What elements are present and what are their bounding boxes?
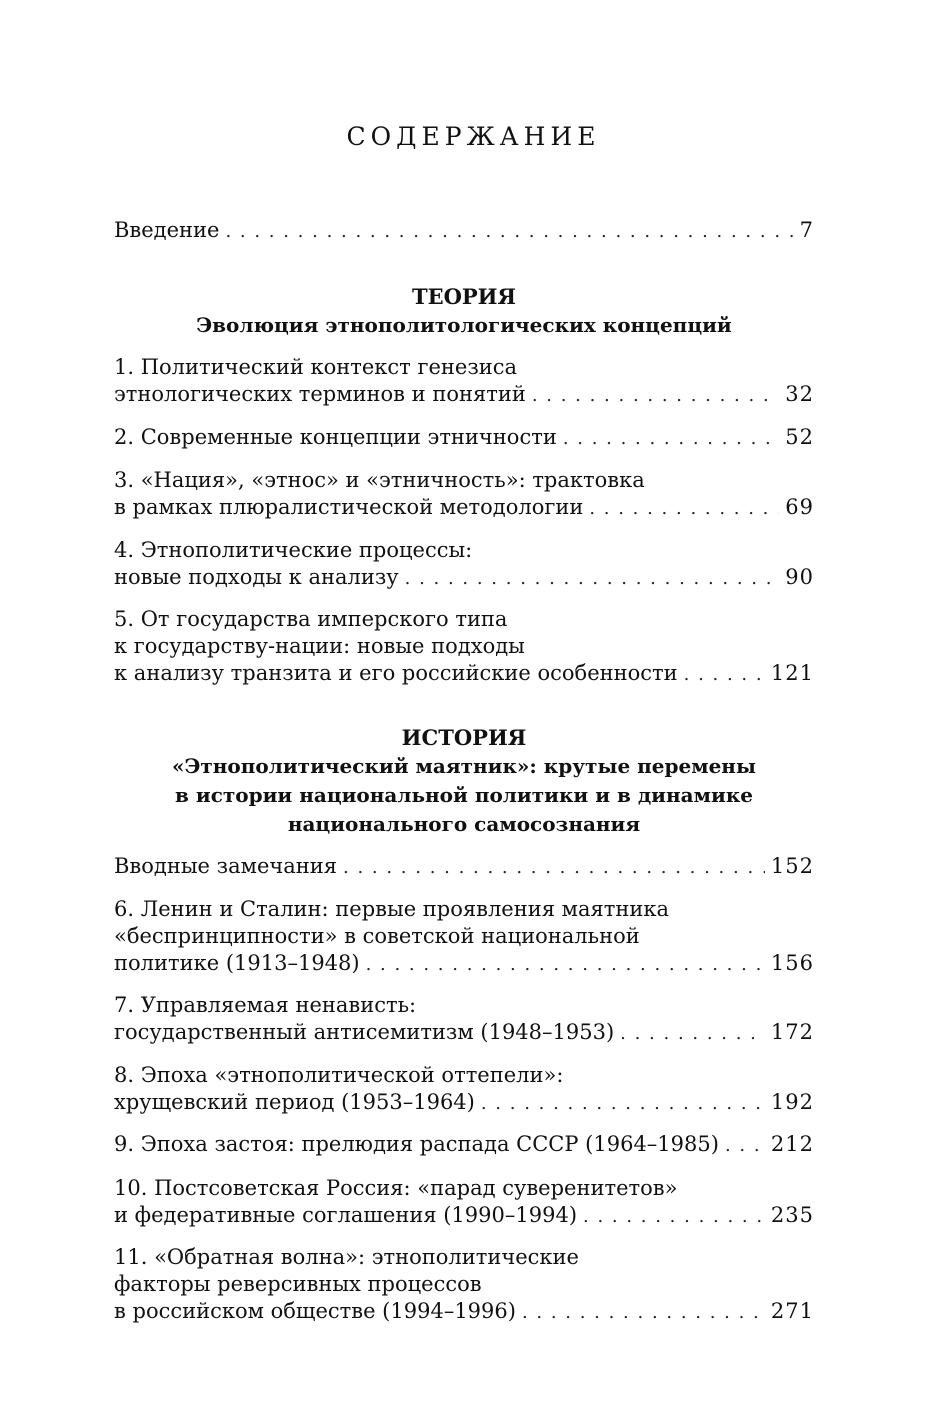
toc-entry-text: 8. Эпоха «этнополитической оттепели»: <box>114 1063 564 1087</box>
toc-entry-11[interactable] <box>114 1244 814 1326</box>
toc-entry-text: 9. Эпоха застоя: прелюдия распада СССР (1964–1985) <box>114 1132 719 1156</box>
toc-line <box>114 660 814 688</box>
toc-entry-text: политике (1913–1948) <box>114 951 360 975</box>
page-number: 121 <box>770 661 814 685</box>
section-subtitle: «Этнополитический маятник»: крутые перемены <box>171 754 756 778</box>
toc-entry-1[interactable] <box>114 354 814 409</box>
toc-entry-text: в российском обществе (1994–1996) <box>114 1299 516 1323</box>
section-heading-history <box>114 723 814 839</box>
section-title: ТЕОРИЯ <box>411 284 517 309</box>
leader-dots <box>481 1090 765 1117</box>
page-number: 32 <box>785 382 814 406</box>
toc-entry-3[interactable] <box>114 467 814 522</box>
leader-dots <box>589 495 779 522</box>
toc-entry-2[interactable] <box>114 424 814 452</box>
leader-dots <box>522 1299 765 1326</box>
leader-dots <box>563 425 779 452</box>
section-title: ИСТОРИЯ <box>401 725 527 750</box>
page-number: 69 <box>785 495 814 519</box>
toc-entry-text: 2. Современные концепции этничности <box>114 425 557 449</box>
toc-entry-text: 7. Управляемая ненависть: <box>114 993 417 1017</box>
toc-entry-text: к анализу транзита и его российские особенности <box>114 661 678 685</box>
page-number: 152 <box>770 854 814 878</box>
toc-entry-intro-remarks[interactable] <box>114 853 814 881</box>
leader-dots <box>684 661 765 688</box>
page-number: 271 <box>770 1299 814 1323</box>
page-number: 7 <box>799 218 814 242</box>
toc-entry-text: и федеративные соглашения (1990–1994) <box>114 1203 578 1227</box>
toc-entry-text: 10. Постсоветская Россия: «парад суверенитетов» <box>114 1176 678 1200</box>
page-title: СОДЕРЖАНИЕ <box>346 122 601 151</box>
toc-line <box>114 217 814 245</box>
leader-dots <box>583 1203 765 1230</box>
toc-entry-text: 5. От государства имперского типа <box>114 607 508 631</box>
toc-line <box>114 494 814 522</box>
toc-line <box>114 1298 814 1326</box>
leader-dots <box>725 1132 765 1159</box>
toc-entry-text: хрущевский период (1953–1964) <box>114 1090 475 1114</box>
toc-entry-text: Введение <box>114 218 220 242</box>
toc-entry-text: новые подходы к анализу <box>114 565 399 589</box>
toc-line <box>114 1019 814 1047</box>
toc-line <box>114 853 814 881</box>
section-heading-theory <box>114 282 814 340</box>
section-subtitle: в истории национальной политики и в динамике <box>175 783 753 807</box>
toc-entry-text: к государству-нации: новые подходы <box>114 634 525 658</box>
toc-line <box>114 381 814 409</box>
toc-entry-text: 4. Этнополитические процессы: <box>114 538 473 562</box>
toc-entry-text: факторы реверсивных процессов <box>114 1272 482 1296</box>
toc-entry-10[interactable] <box>114 1175 814 1230</box>
leader-dots <box>405 565 780 592</box>
toc-entry-text: государственный антисемитизм (1948–1953) <box>114 1020 615 1044</box>
toc-entry-text: 1. Политический контекст генезиса <box>114 355 518 379</box>
toc-entry-text: этнологических терминов и понятий <box>114 382 526 406</box>
leader-dots <box>532 382 779 409</box>
toc-line <box>114 1202 814 1230</box>
section-subtitle: национального самосознания <box>287 812 641 836</box>
toc-entry-text: «беспринципности» в советской национальной <box>114 924 640 948</box>
leader-dots <box>366 951 765 978</box>
page-number: 156 <box>770 951 814 975</box>
page-number: 52 <box>785 425 814 449</box>
toc-entry-9[interactable] <box>114 1131 814 1159</box>
leader-dots <box>620 1020 765 1047</box>
page-number: 235 <box>770 1203 814 1227</box>
toc-line <box>114 1131 814 1159</box>
leader-dots <box>225 218 793 245</box>
toc-line <box>114 564 814 592</box>
toc-entry-text: 11. «Обратная волна»: этнополитические <box>114 1245 579 1269</box>
toc-entry-text: Вводные замечания <box>114 854 338 878</box>
toc-entry-intro[interactable] <box>114 217 814 245</box>
leader-dots <box>343 854 765 881</box>
page-number: 90 <box>785 565 814 589</box>
toc-line <box>114 950 814 978</box>
toc-entry-text: 6. Ленин и Сталин: первые проявления маятника <box>114 897 669 921</box>
toc-entry-7[interactable] <box>114 992 814 1047</box>
toc-entry-text: 3. «Нация», «этнос» и «этничность»: трактовка <box>114 468 645 492</box>
toc-entry-6[interactable] <box>114 896 814 978</box>
toc-entry-8[interactable] <box>114 1062 814 1117</box>
page-number: 212 <box>770 1132 814 1156</box>
page-number: 192 <box>770 1090 814 1114</box>
toc-entry-text: в рамках плюралистической методологии <box>114 495 584 519</box>
section-subtitle: Эволюция этнополитологических концепций <box>196 313 732 337</box>
page-number: 172 <box>770 1020 814 1044</box>
toc-entry-5[interactable] <box>114 606 814 688</box>
toc-line <box>114 1089 814 1117</box>
toc-line <box>114 424 814 452</box>
toc-entry-4[interactable] <box>114 537 814 592</box>
